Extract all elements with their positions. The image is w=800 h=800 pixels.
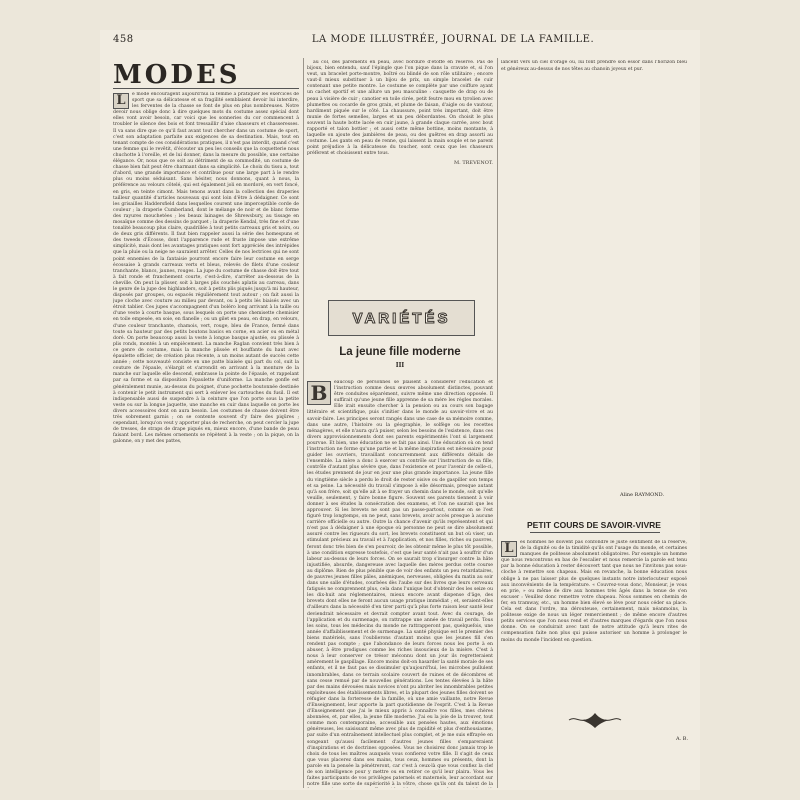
running-title: LA MODE ILLUSTRÉE, JOURNAL DE LA FAMILLE. [311,34,595,45]
savoir-vivre-article [501,540,687,700]
column-rule [303,58,304,788]
varietes-text: eaucoup de personnes se plaisent à considérer l'éducation et l'instruction comme deux œuvres absolument distinctes, pouvant être conduites séparément, suivre même une direction opposée. Il suffirait qu'une jeune fille apprenne de sa mère les règles morales. Elle irait ensuite chercher à la pension ou au cours son bagage littéraire et scientifique, puis s'initier dans le monde au savoir-vivre et au savoir-faire. Les principes seront rangés dans une case de sa mémoire comme, dans une autre, l'histoire ou la géographie, le solfège ou les recettes ménagères, et elle n'aura qu'à puiser, selon les besoins de l'existence, dans ces divers approvisionnements dont ses parents expérimentés l'ont si largement pourvue. Et bien, une éducation ne se fait pas ainsi. Une éducation où on tend l'instruction ne forme qu'une partie et la même inspiration est nécessaire pour guider les ouvriers, travaillant concurremment aux différents détails de l'ensemble. La mère a donc à exercer un contrôle sur l'instruction de sa fille, contrôle d'autant plus sévère que, dans l'existence et pour l'avenir de celle-ci, les études prennent de jour en jour une plus grande importance. La jeune fille du vingtième siècle a perdu le droit de rester oisive ou de gaspiller son temps et sa peine. La nécessité du travail s'impose à elle désormais, presque autant qu'à son frère, soit qu'elle ait à se frayer un chemin dans le monde, soit qu'elle veuille, seulement, y faire bonne figure. Souvent ses parents tiennent à voir donner à ses études la consécration des examens, et l'on ne saurait que les approuver. Si les brevets ne sont pas un passe-partout, comme on se l'est figuré trop longtemps, on ne peut, sans brevets, avoir accès presque à aucune carrière officielle ou autre. Outre la chance d'avenir qu'ils représentent et qui n'est pas à dédaigner à une époque où personne ne peut se dire absolument assuré contre les rigueurs du sort, les brevets constituent un but où viser, un stimulant précieux au travail et à l'application, et nos filles, riches ou pauvres, feront donc très bien de s'en pourvoir, de les obtenir même le plus tôt possible, à une condition expresse toutefois, c'est que leur santé n'ait pas à souffrir d'un labeur au-dessus de leurs forces. On se saurait trop s'insurger contre la hâte injustifiée, absurde, dangereuse avec laquelle des mères perdus cette course au diplôme. Rien de plus pénible que de voir des enfants un peu retardataires, de pauvres jeunes filles pâles, anémiques, nerveuses, obligées du matin au soir dans une salle d'études, courbées dès l'aube sur des livres que leurs cerveaux fatigués ne comprennent plus, cela dans l'unique but d'obtenir des les seize ou les dix-huit ans réglementaires, mieux encore avant dispense d'âge, des brevets dont elles ne feront aucun usage pratique immédiat ; et, seraient-elles d'ailleurs dans la nécessité d'en tirer parti qu'à plus forte raison leur santé leur deviendrait nécessaire et devrait compter avant tout. Avec du courage, de l'application et du surmenage, on rattrappe une année de travail perdu. Tous les soins, tous les médecins du monde ne rattrapperont pas, quelquefois, une année d'affaiblissement et de surmenage. La santé physique est le premier des biens matériels, sans l'oublierons d'autant moins que les jeunes fill s'en rendent pas compte ; que l'abondance de leurs forces nous les porte à en abuser, à être prodigues comme les riches insoucieux de la misère. C'est à nous à leur conserver ce trésor méconnu dont un jour ils regretteraient amèrement le gaspillage. Encore moins doit-on hasarder la santé morale de ses enfants, et il ne faut pas se dissimuler qu'aujourd'hui, les microbes pullulent innombrables, dans ce terrain scolaire couvert de ruines et de décombres et sans cesse remué par de nouvelles générations. Les tentes élevées à la hâte par des mains dévouées mais novices n'ont pu abriter les innombrables petites exploiteuses des établissements libres, et la plupart des jeunes filles doivent se réfugier dans la forteresse de la famille, où une amie vaillante, notre Revue d'Enseignement, leur apporte la part quotidienne de l'esprit. C'est à la Revue d'Enseignement que j'ai le mieux appris à connaître vos filles, mes chères abonnées, et, par elles, la jeune fille moderne. J'ai eu la joie de la trouver, tout comme mon contemporaine, accessible aux pensées hautes, aux émotions généreuses, les saisissant même avec plus de rapidité et plus d'enthousiasme, par suite d'un entraînement intellectuel plus complet, et je me suis effrayée en songeant qu'aussi facilement d'autres jeunes filles s'empareraient d'inspirations et de doctrines opposées. Vous ne choisirez donc jamais trop le choix de tous les maîtres auxquels vous confierez votre fille. Il s'agit de ceux que vous placerez dans ses mains, tous ceux, hommes ou présents, dont la parole en la pensée la pénétreront, car c'est à ceux-là que vous confiez la clef de son intelligence pour y mettre ou en retirer ce qu'il leur plaira. Vous les faites participants de vos privilèges paternels et maternels, leur accordant sur notre fille une sorte de supériorité à la vôtre, chose qu'ils ont du talent de la [307,380,493,788]
floral-ornament-icon [565,710,625,730]
modes-title: MODES [113,60,241,90]
modes-dropcap: L [113,93,129,109]
varietes-continuation [501,60,687,500]
title-rule [530,532,660,533]
page-header [113,34,687,50]
article-title: La jeune fille moderne [339,346,461,358]
modes-heading [113,60,299,89]
varietes-article [307,380,493,788]
modes-continuation-text: au col, des parements en peau, avec bordure d'étoffe en réserve. Pas de bijoux, bien entendu, sauf l'épingle que l'on pique dans la cravate et, si l'on veut, un bracelet porte-montre, boîtré ou blindé de son rôle utilitaire ; encore vaut-il mieux substituer à un bijou de prix, un simple bracelet de cuir contenant une petite montre. Le costume se complète par une coiffure ayant un cachet sportif et une allure un peu masculine : casquette de drap ou de peau à visière de cuir ; canotier en toile cirée, petit feutre mou en tyrolien avec plumettes ou cocarde de gros grain, et plume de faisan, d'aigle ou de vautour, hardiment piquée sur le côté. La chaussure, point très important, doit être munie de fortes semelles, larges et un peu débordantes. On choisit le plus souvent la haute botte lacée en cuir jaune, à grande claque carrée, avec bout rapporté et talon bottier ; et aussi cette même bottine, moins montante, à laquelle on ajoute des jambières de peau, ou des guêtres en drap assorti au costume. Les gants en peau de renne, qui laissent la main souple et ne parent point préjudice à la délicatesse du toucher, sont ceux que les chasseurs préfèrent et choisissent entre tous. [307,60,493,157]
savoir-vivre-title: PETIT COURS DE SAVOIR-VIVRE [527,520,661,530]
varietes-dropcap: B [307,381,331,405]
modes-text: e mode encouragent aujourd'hui la femme à pratiquer les exercices de sport que sa délicatesse et sa fragilité semblaient devoir lui interdire, les ferventes de la chasse se font de plus en plus nombreuses. Notre devoir nous oblige donc à dire quelques mots du costume assez spécial dont elles vont avoir besoin, car voici que les sonneries du cor commencent à troubler le silence des bois et font tressaillir d'aise chasseurs et chasseresses. Il va sans dire que ce qu'il faut avant tout chercher dans un costume de sport, c'est son adaptation parfaite aux exigences de sa destination. Mais, tout en tenant compte de ces considérations pratiques, il n'est pas interdit, quand c'est une femme qui le revêtit, d'écouter un peu les conseils que la coquetterie nous chuchotte à l'oreille, et de lui donner, dans la mesure du possible, une certaine élégance. Or, nous que ce soit au détriment de sa commodité, un costume de chasse bien fait peut être charmant dans sa simplicité. Le choix du tissu a, tout d'abord, une grande importance et contribue pour une large part à le rendre plus ou moins séduisant. Sans hésiter, nous donnons, quant à nous, la préférence au velours côtelé, qui est également joli en mordoré, en vert foncé, en gris, en teinte cimont. Mais tenons avant dans la collection des draperies tailleur quantité d'articles nouveaux qui sont loin d'être à dédaigner. Ce sont les grisailles Haddersfield dans lesquelles courent une imperceptible corde de couleur ; la draperie Cumberland, dont le mélange de noir et de blanc forme des rayures mouchetées ; les beaux lainages de Shrewsbury, au tissage en mosaïque comme des dessins de parquet ; la draperie Kendal, très fine et d'une tonalité beaucoup plus claire, quadrillée à tout petits carreaux gris et noirs, ou de deux gris différents. Il faut bien rappeler aussi la série des homespuns et des tweeds d'Écosse, dont l'apparence rude et fruste impose une extrême simplicité, mais dont les avantages pratiques sont fort appréciés des intrépides que la pluie ou la neige ne sauraient arrêter. Celles de nos lectrices qui ne sont point ennemies de la fantaisie pourront encore faire leur costume en serge écossaise à grands carreaux verts et bleus, relevés de filets d'une couleur tranchante, blancs, jaunes, rouges. La jupe du costume de chasse doit être tout à fait ronde et franchement courte, c'est-à-dire, s'arrêter au-dessous de la cheville. On peut la plisser, soit à larges plis couchés aplatis au carreau, dans le genre de la jupe des highlanders, soit à petits plis piqués jusqu'à mi hauteur, disposés par groupes, ou espacés régulièrement tout autour ; on fait aussi la jupe cloche avec couture au milieu par devant, ou à petits lés biaisés avec un étroit tablier. Ces jupes s'accompagnent d'un boléro long arrivant à la taille ou d'une veste à courte basque, sous lesquels on porte une chemisette chemisier en toile empesée, en soie, en flanelle ; ou un gilet en peau, en drap, en velours, d'une couleur tranchante, chamois, vert, rouge, bleu de France, fermé dans toute sa hauteur par des petits boutons basics en corne, en acier ou en métal doré. On porte beaucoup aussi la veste à longue basque ajustée, ou plissée à plis ronds, montés à un empiècement. La manche Raglan convient très bien à ce genre de costume, mais la manche plissée et bouffante du haut avec épaulette officier, de création plus récente, a un moins autant de succès cette année ; cette nouveauté consiste en une patte biaisée qui part du col, suit la couture de l'épaule, s'élargit et s'arrondit en arrivant à la monture de la manche sur laquelle elle descend, embrasse la pointe de l'épaule, et rappelant par sa forme et sa disposition l'épaulette d'uniforme. La manche gonfle est généralement munie, au-dessus du poignet, d'une pochette boutonnée destinée à contenir le petit instrument qui sert à enlever les cartouches du fusil. Il est indispensable aussi de suspendre à la ceinture que l'on porte sous la petite veste ou sur la longue jaquette, une manche en cuir dans laquelle on porte les divers accessoires dont on aura besoin. Les costumes de chasse doivent être très sobrement garnis ; on se contente souvent d'y faire des piqûres ; cependant, lorsqu'on veut y apporter plus de recherche, on peut cercler la jupe de tresses, de straps de drape piqués en, mieux encore, d'une bande de peau faisant bord. Les mêmes ornements se répètent à la veste ; on la pique, on la galonne, on y met des pattes, [113,92,299,445]
modes-article [113,92,299,788]
savoir-vivre-dropcap: L [501,541,517,557]
article-part: III [395,362,405,369]
savoir-vivre-signature: A. B. [676,736,689,742]
modes-continuation [307,60,493,286]
savoir-vivre-text: es hommes ne doivent pas confondre le juste sentiment de la réserve, de la dignité ou de la timidité qu'ils ont l'usage du monde, et certaines manques de politesse absolument obligatoires. Par exemple un homme que nous rencontrons en bas de l'escalier et nous remercie la parole est tenu par la bonne éducation à rester découvert tant que nous ne l'invitons pas sous-cloche à remettre son chapeau. Mais en revanche, la bonne éducation nous oblige à ne pas laisser plus de quelques instants notre interlocuteur exposé aux inconvénients de la température. « Couvrez-vous donc, Monsieur, je vous en prie, » ou même de dire aux hommes très âgés dans la tenue de s'en excuser : Veuillez donc remettre votre chapeau. Nous sommes en chemin de fer, en tramway, etc., un homme bien élevé se lève pour nous céder sa place. Cela est dans l'ordre, ma dérouteuse, certainement, mais néanmoins, la politesse exige de nous un léger remerciement ; de même encore d'autres petits services que l'on nous rend et d'autres marques d'égards que l'on nous donne. On se conduirait avec tant de notre attitude qu'à leurs rites de compensation faite non plus qui puisse autoriser un homme à prolonger le moins du monde l'incident en question. [501,540,687,643]
varietes-banner [328,300,475,336]
page-number: 458 [113,34,134,45]
varietes-signature: Aline RAYMOND. [620,492,665,498]
column-rule [497,58,498,788]
varietes-continuation-text: lancent vers un ciel d'orage où, lui font prendre son essor dans l'horizon bleu et généreux au-dessus de nos têtes au chanoin joyeux et pur. [501,60,687,72]
varietes-label: VARIÉTÉS [352,309,451,327]
modes-signature: M. TREVENOT. [454,159,493,166]
